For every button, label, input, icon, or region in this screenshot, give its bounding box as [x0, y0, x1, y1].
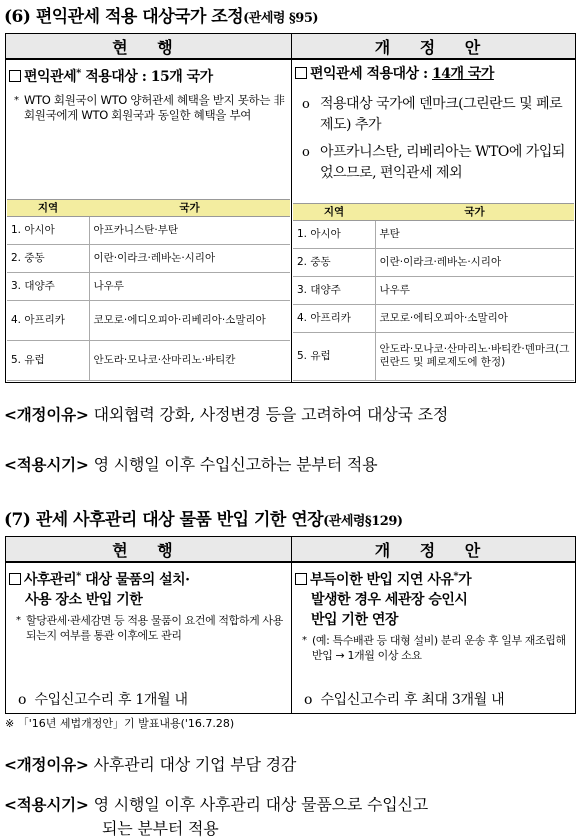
section7-current-heading: 사후관리* 대상 물품의 설치· 사용 장소 반입 기한 [6, 563, 291, 610]
table-row: 5. 유럽 안도라·모나코·산마리노·바티칸·덴마크(그린란드 및 페로제도에 한정) [293, 332, 574, 380]
table-row: 3. 대양주 나우루 [7, 272, 290, 300]
section6-revised-heading: 편익관세 적용대상 : 14개 국가 [292, 60, 575, 84]
section6-current-heading: 편익관세* 적용대상 : 15개 국가 [6, 60, 291, 87]
section7-revised-heading: 부득이한 반입 지연 사유*가 발생한 경우 세관장 승인시 반입 기한 연장 [292, 563, 575, 630]
checkbox-square-icon [295, 67, 307, 79]
section6-revised-country-table [293, 203, 574, 381]
section6-revised-bullet-1: o 적용대상 국가에 덴마크(그린란드 및 페로제도) 추가 [302, 96, 563, 133]
section7-reason: <개정이유> 사후관리 대상 기업 부담 경감 [4, 755, 297, 774]
table-header-country: 국가 [375, 203, 574, 220]
section6-title: (6) 편익관세 적용 대상국가 조정(관세령 §95) [4, 7, 319, 27]
section7-timing-continued: 되는 분부터 적용 [102, 819, 219, 838]
section7-col-current: 현 행 [6, 537, 292, 563]
table-header-region: 지역 [7, 199, 89, 216]
table-row: 3. 대양주 나우루 [293, 276, 574, 304]
section6-reason: <개정이유> 대외협력 강화, 사정변경 등을 고려하여 대상국 조정 [4, 405, 449, 424]
section7-timing: <적용시기> 영 시행일 이후 사후관리 대상 물품으로 수입신고 [4, 795, 428, 814]
section7-comparison-table [5, 536, 576, 714]
circle-bullet-icon: o [18, 691, 27, 708]
table-header-country: 국가 [89, 199, 290, 216]
section6-col-revised: 개 정 안 [292, 34, 576, 60]
section6-current-cell [6, 59, 292, 382]
circle-bullet-icon: o [302, 145, 310, 160]
table-row: 5. 유럽 안도라·모나코·산마리노·바티칸 [7, 340, 290, 380]
table-row: 1. 아시아 아프카니스탄·부탄 [7, 216, 290, 244]
section7-footnote: ※ 「'16년 세법개정안」기 발표내용('16.7.28) [5, 717, 235, 730]
asterisk-icon: * [302, 635, 307, 646]
section6-current-country-table [7, 199, 290, 381]
section7-title: (7) 관세 사후관리 대상 물품 반입 기한 연장(관세령§129) [4, 510, 403, 530]
section6-revised-cell [292, 59, 576, 382]
section6-current-note: * WTO 회원국이 WTO 양허관세 혜택을 받지 못하는 非회원국에게 WTO 회원국과 동일한 혜택을 부여 [14, 93, 285, 122]
section7-ref: (관세령§129) [323, 514, 403, 529]
asterisk-icon: * [16, 615, 21, 626]
section6-col-current: 현 행 [6, 34, 292, 60]
table-row: 4. 아프리카 코모로·에티오피아·소말리아 [293, 304, 574, 332]
section7-current-deadline: o 수입신고수리 후 1개월 내 [18, 691, 188, 708]
table-row: 2. 중동 이란·이라크·레바논·시리아 [293, 248, 574, 276]
section7-col-revised: 개 정 안 [292, 537, 576, 563]
asterisk-icon: * [14, 95, 19, 106]
circle-bullet-icon: o [302, 97, 310, 112]
section6-comparison-table [5, 33, 576, 383]
table-row: 4. 아프리카 코모로·에디오피아·리베리아·소말리아 [7, 300, 290, 340]
table-row: 1. 아시아 부탄 [293, 220, 574, 248]
section7-revised-deadline: o 수입신고수리 후 최대 3개월 내 [304, 691, 505, 708]
checkbox-square-icon [9, 70, 21, 82]
checkbox-square-icon [295, 573, 307, 585]
circle-bullet-icon: o [304, 691, 313, 708]
section7-current-note: * 할당관세·관세감면 등 적용 물품이 요건에 적합하게 사용되는지 여부를 통관 이후에도 관리 [16, 614, 283, 642]
section6-revised-bullet-2: o 아프카니스탄, 리베리아는 WTO에 가입되었으므로, 편익관세 제외 [302, 144, 565, 181]
checkbox-square-icon [9, 573, 21, 585]
section7-revised-cell [292, 562, 576, 713]
section6-ref: (관세령 §95) [243, 11, 319, 26]
section7-current-cell [6, 562, 292, 713]
section6-timing: <적용시기> 영 시행일 이후 수입신고하는 분부터 적용 [4, 455, 378, 474]
table-row: 2. 중동 이란·이라크·레바논·시리아 [7, 244, 290, 272]
section7-revised-note: * (예: 특수배관 등 대형 설비) 분리 운송 후 일부 재조립해 반입 → 1개월 이상 소요 [302, 634, 566, 662]
table-header-region: 지역 [293, 203, 375, 220]
